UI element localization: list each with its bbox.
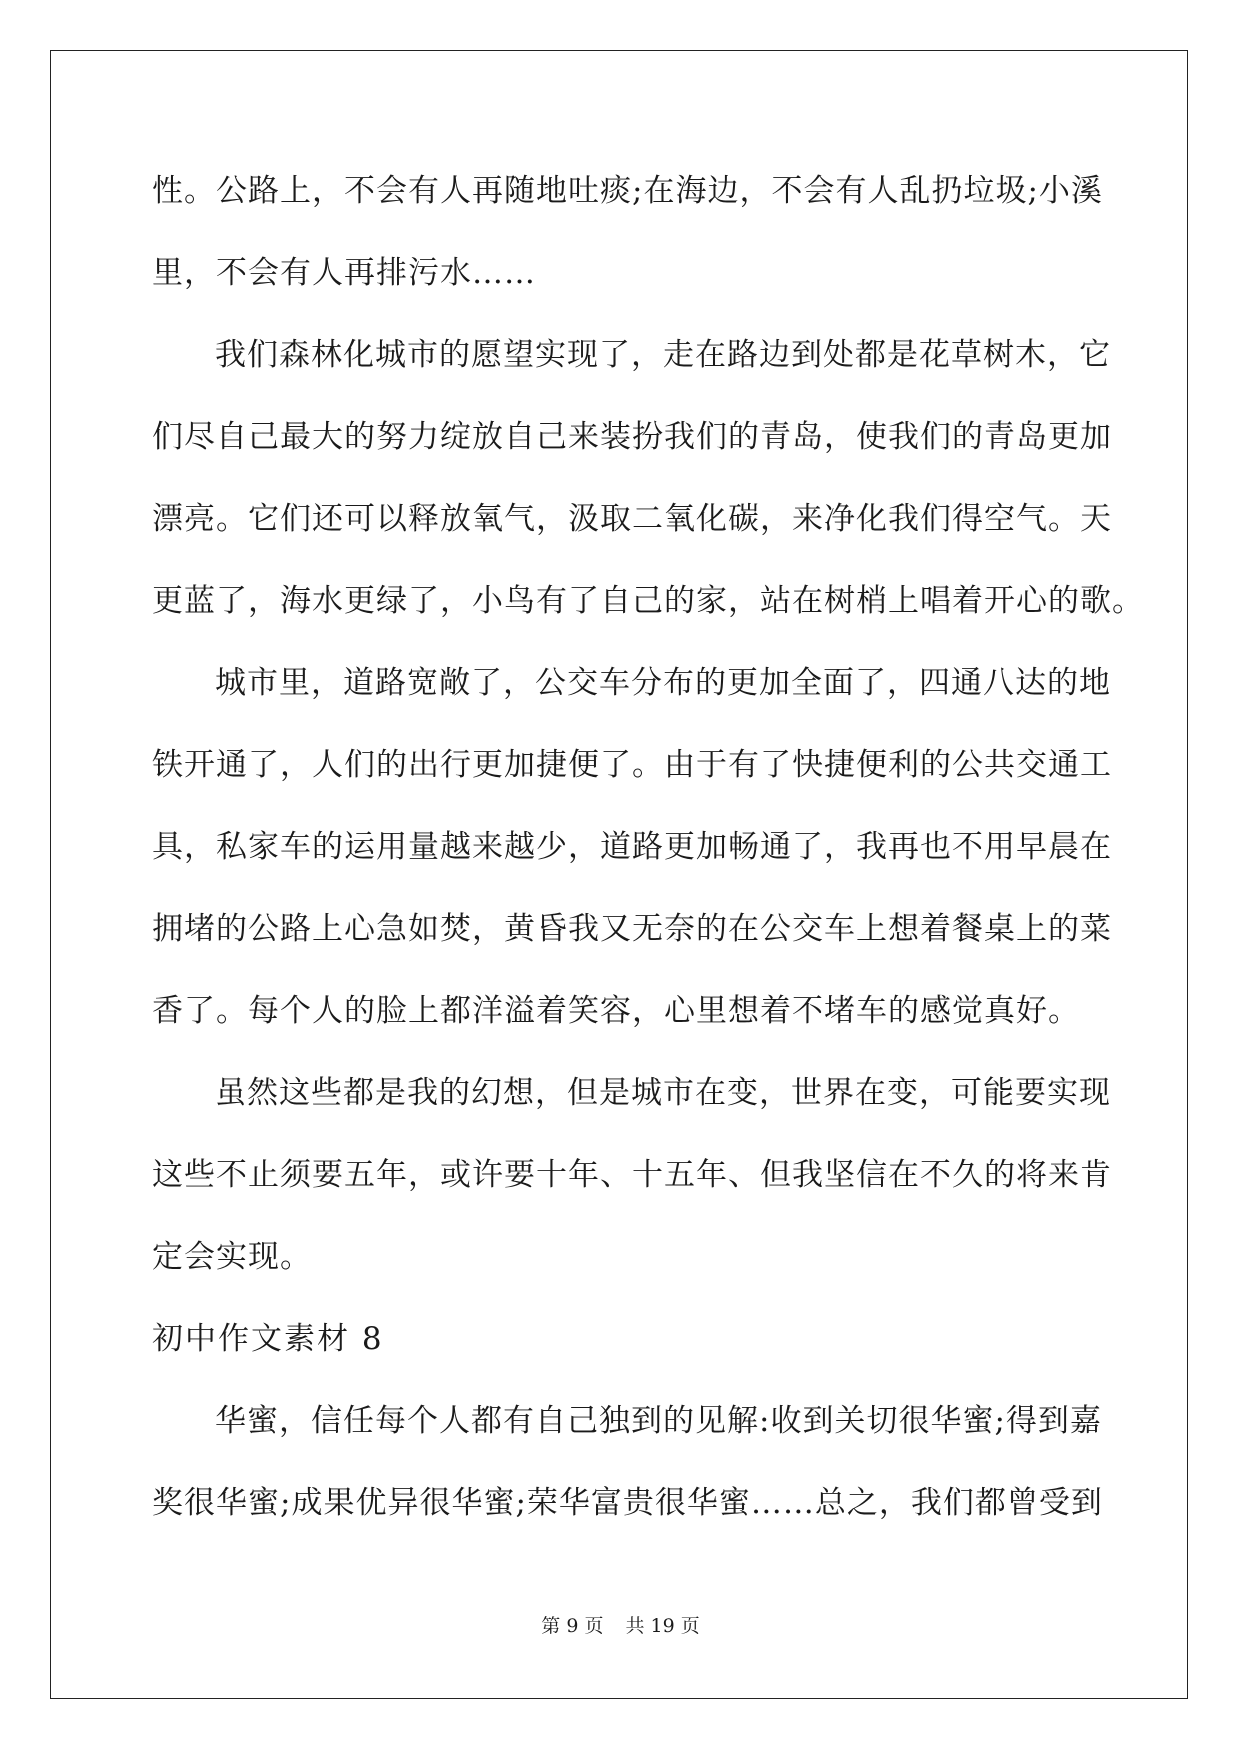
paragraph-line: 铁开通了，人们的出行更加捷便了。由于有了快捷便利的公共交通工 — [152, 747, 1112, 783]
paragraph-line: 香了。每个人的脸上都洋溢着笑容，心里想着不堵车的感觉真好。 — [152, 993, 1080, 1029]
paragraph-line: 性。公路上，不会有人再随地吐痰;在海边，不会有人乱扔垃圾;小溪 — [152, 173, 1103, 209]
paragraph-line: 具，私家车的运用量越来越少，道路更加畅通了，我再也不用早晨在 — [152, 829, 1112, 865]
paragraph-line: 漂亮。它们还可以释放氧气，汲取二氧化碳，来净化我们得空气。天 — [152, 501, 1112, 537]
paragraph-line: 华蜜，信任每个人都有自己独到的见解:收到关切很华蜜;得到嘉 — [215, 1403, 1102, 1439]
paragraph-line: 拥堵的公路上心急如焚，黄昏我又无奈的在公交车上想着餐桌上的菜 — [152, 911, 1112, 947]
paragraph-line: 们尽自己最大的努力绽放自己来装扮我们的青岛，使我们的青岛更加 — [152, 419, 1112, 455]
paragraph-line: 里，不会有人再排污水…… — [152, 255, 536, 291]
page-footer — [0, 1614, 1241, 1638]
paragraph-line: 奖很华蜜;成果优异很华蜜;荣华富贵很华蜜……总之，我们都曾受到 — [152, 1485, 1103, 1521]
document-body — [152, 160, 1144, 1554]
page-number: 第 9 页 — [541, 1615, 604, 1637]
paragraph-line: 我们森林化城市的愿望实现了，走在路边到处都是花草树木，它 — [215, 337, 1111, 373]
paragraph-line: 定会实现。 — [152, 1239, 312, 1275]
paragraph-line: 城市里，道路宽敞了，公交车分布的更加全面了，四通八达的地 — [215, 665, 1111, 701]
paragraph-line: 虽然这些都是我的幻想，但是城市在变，世界在变，可能要实现 — [215, 1075, 1111, 1111]
paragraph-line: 这些不止须要五年，或许要十年、十五年、但我坚信在不久的将来肯 — [152, 1157, 1112, 1193]
page-total: 共 19 页 — [625, 1615, 700, 1637]
section-heading: 初中作文素材 8 — [152, 1321, 384, 1357]
paragraph-line: 更蓝了，海水更绿了，小鸟有了自己的家，站在树梢上唱着开心的歌。 — [152, 583, 1144, 619]
